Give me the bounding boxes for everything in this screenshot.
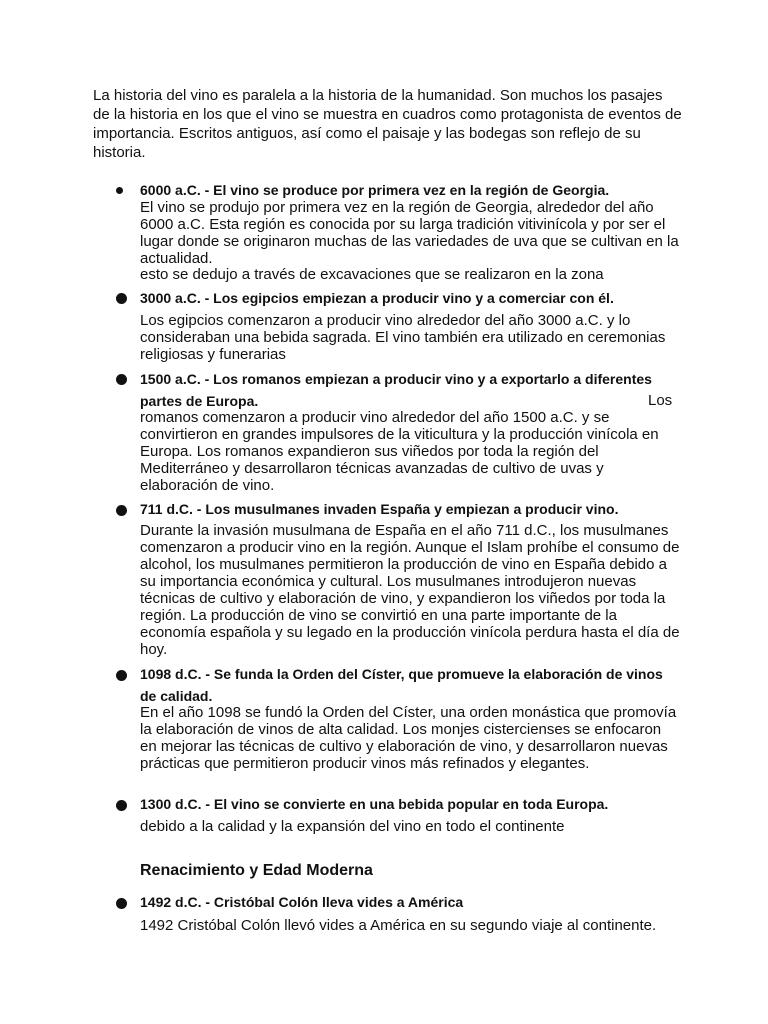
entry-title-tail: Los	[648, 392, 673, 409]
bullet-icon	[116, 374, 127, 385]
entry-title: 6000 a.C. - El vino se produce por primera vez en la región de Georgia.	[140, 182, 610, 198]
bullet-icon	[116, 800, 127, 811]
bullet-icon	[116, 293, 127, 304]
entry-body: Durante la invasión musulmana de España en el año 711 d.C., los musulmanes comenzaron a producir vino en la región. Aunque el Islam prohíbe el consumo de alcohol, los musulmanes permitieron la producción de vino en España debido a su importancia económica y cultural. Los musulmanes introdujeron nuevas técnicas de cultivo y elaboración de vino, y expandieron los viñedos por toda la región. La producción de vino se convirtió en una parte importante de la economía española y su legado en la producción vinícola perdura hasta el día de hoy.	[140, 522, 680, 658]
intro-paragraph: La historia del vino es paralela a la historia de la humanidad. Son muchos los pasajes de la historia en los que el vino se muestra en cuadros como protagonista de eventos de importancia. Escritos antiguos, así como el paisaje y las bodegas son reflejo de su historia.	[93, 87, 682, 161]
section-heading: Renacimiento y Edad Moderna	[140, 862, 373, 879]
entry-title: 1098 d.C. - Se funda la Orden del Císter, que promueve la elaboración de vinos de calidad.	[140, 666, 663, 704]
bullet-icon	[116, 187, 123, 194]
entry-extra: esto se dedujo a través de excavaciones que se realizaron en la zona	[140, 266, 604, 283]
entry-body: El vino se produjo por primera vez en la región de Georgia, alrededor del año 6000 a.C. Esta región es conocida por su larga tradición vitivinícola y por ser el lugar donde se originaron muchas de las variedades de uva que se cultivan en la actualidad.	[140, 199, 679, 267]
entry-body: Los egipcios comenzaron a producir vino alrededor del año 3000 a.C. y lo consideraban una bebida sagrada. El vino también era utilizado en ceremonias religiosas y funerarias	[140, 312, 666, 363]
bullet-icon	[116, 505, 127, 516]
bullet-icon	[116, 670, 127, 681]
entry-title: 1300 d.C. - El vino se convierte en una bebida popular en toda Europa.	[140, 796, 609, 812]
entry-title: 1492 d.C. - Cristóbal Colón lleva vides a América	[140, 894, 464, 910]
entry-body: debido a la calidad y la expansión del vino en todo el continente	[140, 818, 565, 835]
bullet-icon	[116, 898, 127, 909]
entry-title	[140, 368, 675, 412]
entry-body: 1492 Cristóbal Colón llevó vides a América en su segundo viaje al continente.	[140, 917, 657, 934]
entry-body: En el año 1098 se fundó la Orden del Císter, una orden monástica que promovía la elaboración de vinos de alta calidad. Los monjes cistercienses se enfocaron en mejorar las técnicas de cultivo y elaboración de vino, y desarrollaron nuevas prácticas que permitieron producir vinos más refinados y elegantes.	[140, 704, 677, 772]
entry-body: romanos comenzaron a producir vino alrededor del año 1500 a.C. y se convirtieron en grandes impulsores de la viticultura y la producción vinícola en Europa. Los romanos expandieron sus viñedos por toda la región del Mediterráneo y desarrollaron técnicas avanzadas de cultivo de uvas y elaboración de vino.	[140, 409, 659, 494]
entry-title: 3000 a.C. - Los egipcios empiezan a producir vino y a comerciar con él.	[140, 290, 614, 306]
entry-title-text: 1500 a.C. - Los romanos empiezan a producir vino y a exportarlo a diferentes partes de Europa.	[140, 371, 652, 409]
entry-title: 711 d.C. - Los musulmanes invaden España y empiezan a producir vino.	[140, 501, 619, 517]
